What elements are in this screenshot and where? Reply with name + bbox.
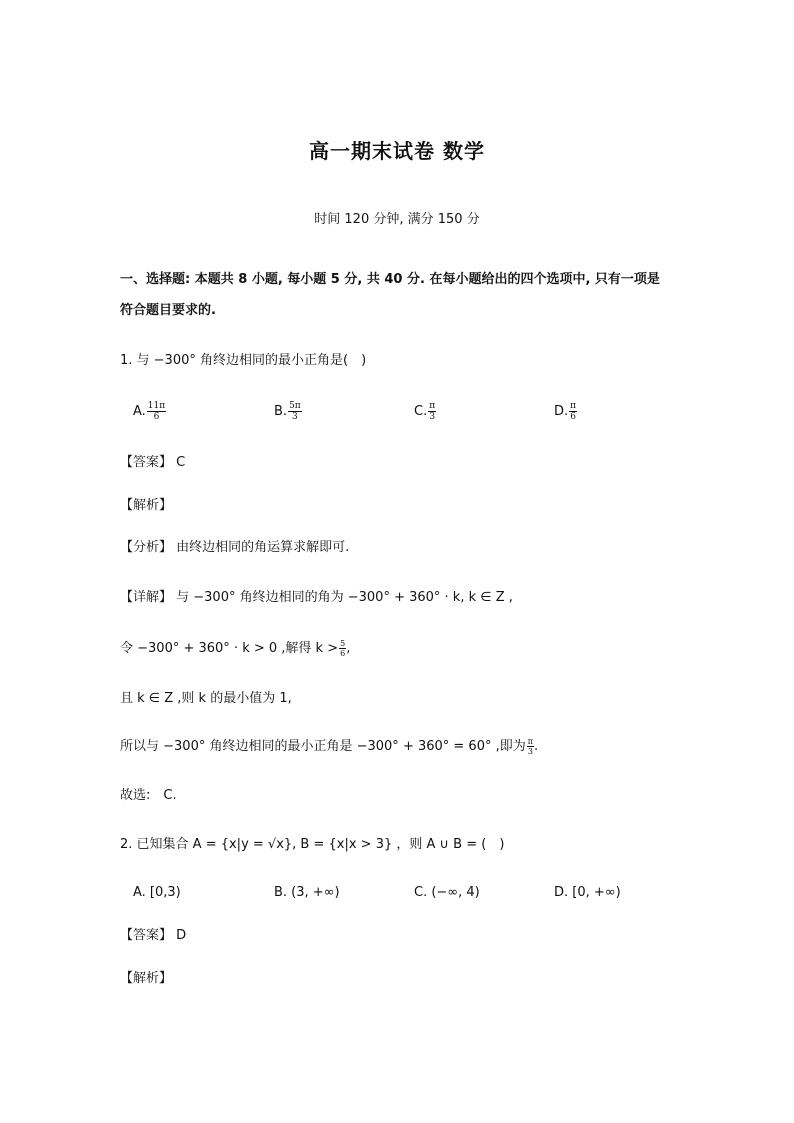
question-1-analysis-label: 【解析】 bbox=[120, 498, 173, 513]
numerator: 5π bbox=[289, 401, 301, 411]
fraction bbox=[569, 401, 577, 422]
question-2-option-b: B. (3, +∞) bbox=[274, 885, 340, 900]
suoyi-suffix: . bbox=[534, 739, 539, 754]
numerator: π bbox=[429, 401, 436, 411]
question-1-option-b bbox=[274, 401, 302, 422]
option-letter: D. bbox=[554, 404, 569, 419]
question-1-fenxi: 【分析】 由终边相同的角运算求解即可. bbox=[120, 540, 350, 555]
question-1-option-c bbox=[414, 401, 436, 422]
section-heading-line1: 一、选择题: 本题共 8 小题, 每小题 5 分, 共 40 分. 在每小题给出的四个选项中, 只有一项是 bbox=[120, 272, 660, 287]
option-letter: B. bbox=[274, 404, 288, 419]
denominator: 6 bbox=[570, 412, 576, 422]
question-2-analysis-label: 【解析】 bbox=[120, 971, 173, 986]
question-2-option-a: A. [0,3) bbox=[133, 885, 181, 900]
question-1-suoyi bbox=[120, 737, 538, 756]
fraction bbox=[147, 401, 166, 422]
document-subtitle: 时间 120 分钟, 满分 150 分 bbox=[314, 212, 480, 227]
numerator: 5 bbox=[340, 639, 346, 648]
fraction bbox=[527, 737, 534, 756]
denominator: 3 bbox=[527, 747, 533, 756]
numerator: π bbox=[570, 401, 577, 411]
question-1-guxuan: 故选: C. bbox=[120, 788, 177, 803]
question-2-answer: 【答案】 D bbox=[120, 928, 187, 943]
option-letter: A. bbox=[133, 404, 146, 419]
numerator: π bbox=[527, 737, 534, 746]
document-title: 高一期末试卷 数学 bbox=[309, 139, 485, 163]
question-1-detail: 【详解】 与 −300° 角终边相同的角为 −300° + 360° · k, k ∈ Z , bbox=[120, 590, 513, 605]
denominator: 6 bbox=[340, 649, 346, 658]
question-1-option-d bbox=[554, 401, 577, 422]
question-2-option-d: D. [0, +∞) bbox=[554, 885, 621, 900]
question-1-stem: 1. 与 −300° 角终边相同的最小正角是( ) bbox=[120, 353, 367, 368]
question-1-qie: 且 k ∈ Z ,则 k 的最小值为 1, bbox=[120, 691, 292, 706]
ling-suffix: , bbox=[346, 641, 351, 656]
question-1-answer: 【答案】 C bbox=[120, 455, 186, 470]
ling-text: 令 −300° + 360° · k > 0 ,解得 k > bbox=[120, 641, 339, 656]
denominator: 3 bbox=[429, 412, 436, 422]
denominator: 3 bbox=[292, 412, 298, 422]
suoyi-text: 所以与 −300° 角终边相同的最小正角是 −300° + 360° = 60° ,即为 bbox=[120, 739, 526, 754]
fraction bbox=[428, 401, 436, 422]
question-1-option-a bbox=[133, 401, 166, 422]
numerator: 11π bbox=[147, 401, 166, 411]
question-2-option-c: C. (−∞, 4) bbox=[414, 885, 480, 900]
option-letter: C. bbox=[414, 404, 428, 419]
fraction bbox=[288, 401, 302, 422]
question-1-ling bbox=[120, 639, 350, 658]
question-2-stem: 2. 已知集合 A = {x|y = √x}, B = {x|x > 3} ，则 A ∪ B = ( ) bbox=[120, 837, 505, 852]
section-heading-line2: 符合题目要求的. bbox=[120, 303, 216, 318]
denominator: 6 bbox=[153, 412, 160, 422]
